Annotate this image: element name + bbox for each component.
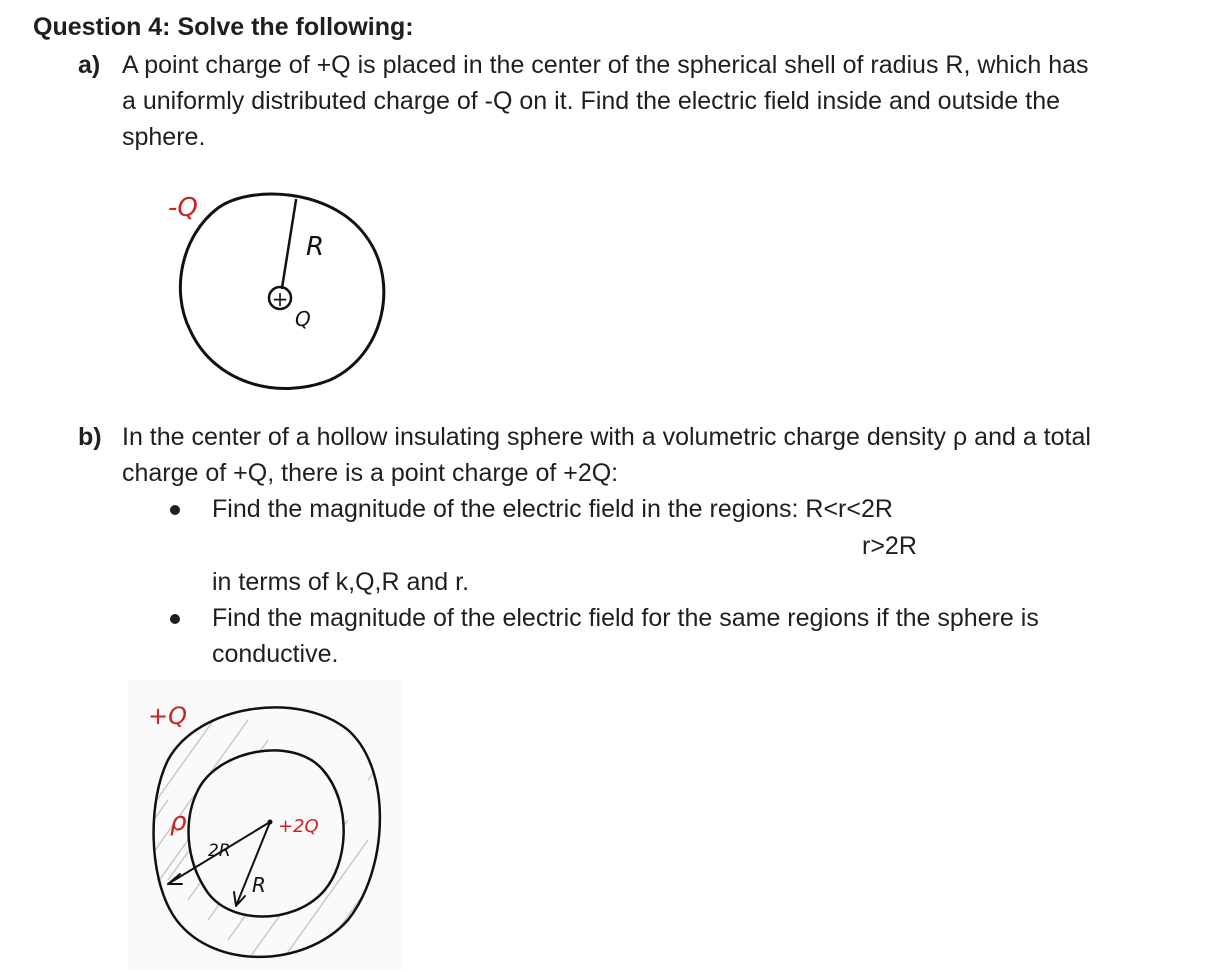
bullet-1-dot: [170, 505, 180, 515]
bullet-2-dot: [170, 614, 180, 624]
bullet-1-region-2: r>2R: [862, 532, 917, 560]
point-charge-sign: +: [271, 287, 289, 311]
bullet-1-text: Find the magnitude of the electric field in the regions: R<r<2R: [212, 495, 893, 523]
radius-line: [282, 200, 296, 288]
part-b-line-2: charge of +Q, there is a point charge of +2Q:: [122, 459, 619, 487]
outer-radius-label: 2R: [208, 841, 231, 861]
part-a-line-2: a uniformly distributed charge of -Q on it. Find the electric field inside and outside the: [122, 87, 1061, 115]
inner-radius-label: R: [252, 873, 266, 897]
shell-charge-label: -Q: [168, 193, 198, 223]
radius-label: R: [306, 232, 325, 262]
bullet-1-tail: in terms of k,Q,R and r.: [212, 568, 470, 596]
part-b-label: b): [78, 423, 102, 451]
part-a-line-3: sphere.: [122, 123, 206, 151]
sphere-charge-label: +Q: [148, 702, 187, 730]
part-a-label: a): [78, 51, 101, 79]
density-label: ρ: [170, 807, 187, 837]
bullet-2-line-2: conductive.: [212, 640, 339, 668]
center-charge-label: +2Q: [278, 816, 319, 837]
question-title: Question 4: Solve the following:: [33, 13, 414, 41]
figure-a-spherical-shell: [160, 180, 410, 400]
part-a-line-1: A point charge of +Q is placed in the center of the spherical shell of radius R, which has: [122, 51, 1089, 79]
figure-b-hollow-sphere: [128, 680, 403, 970]
part-b-line-1: In the center of a hollow insulating sphere with a volumetric charge density ρ and a total: [122, 423, 1091, 451]
bullet-2-line-1: Find the magnitude of the electric field for the same regions if the sphere is: [212, 604, 1039, 632]
point-charge-label: Q: [295, 307, 311, 331]
